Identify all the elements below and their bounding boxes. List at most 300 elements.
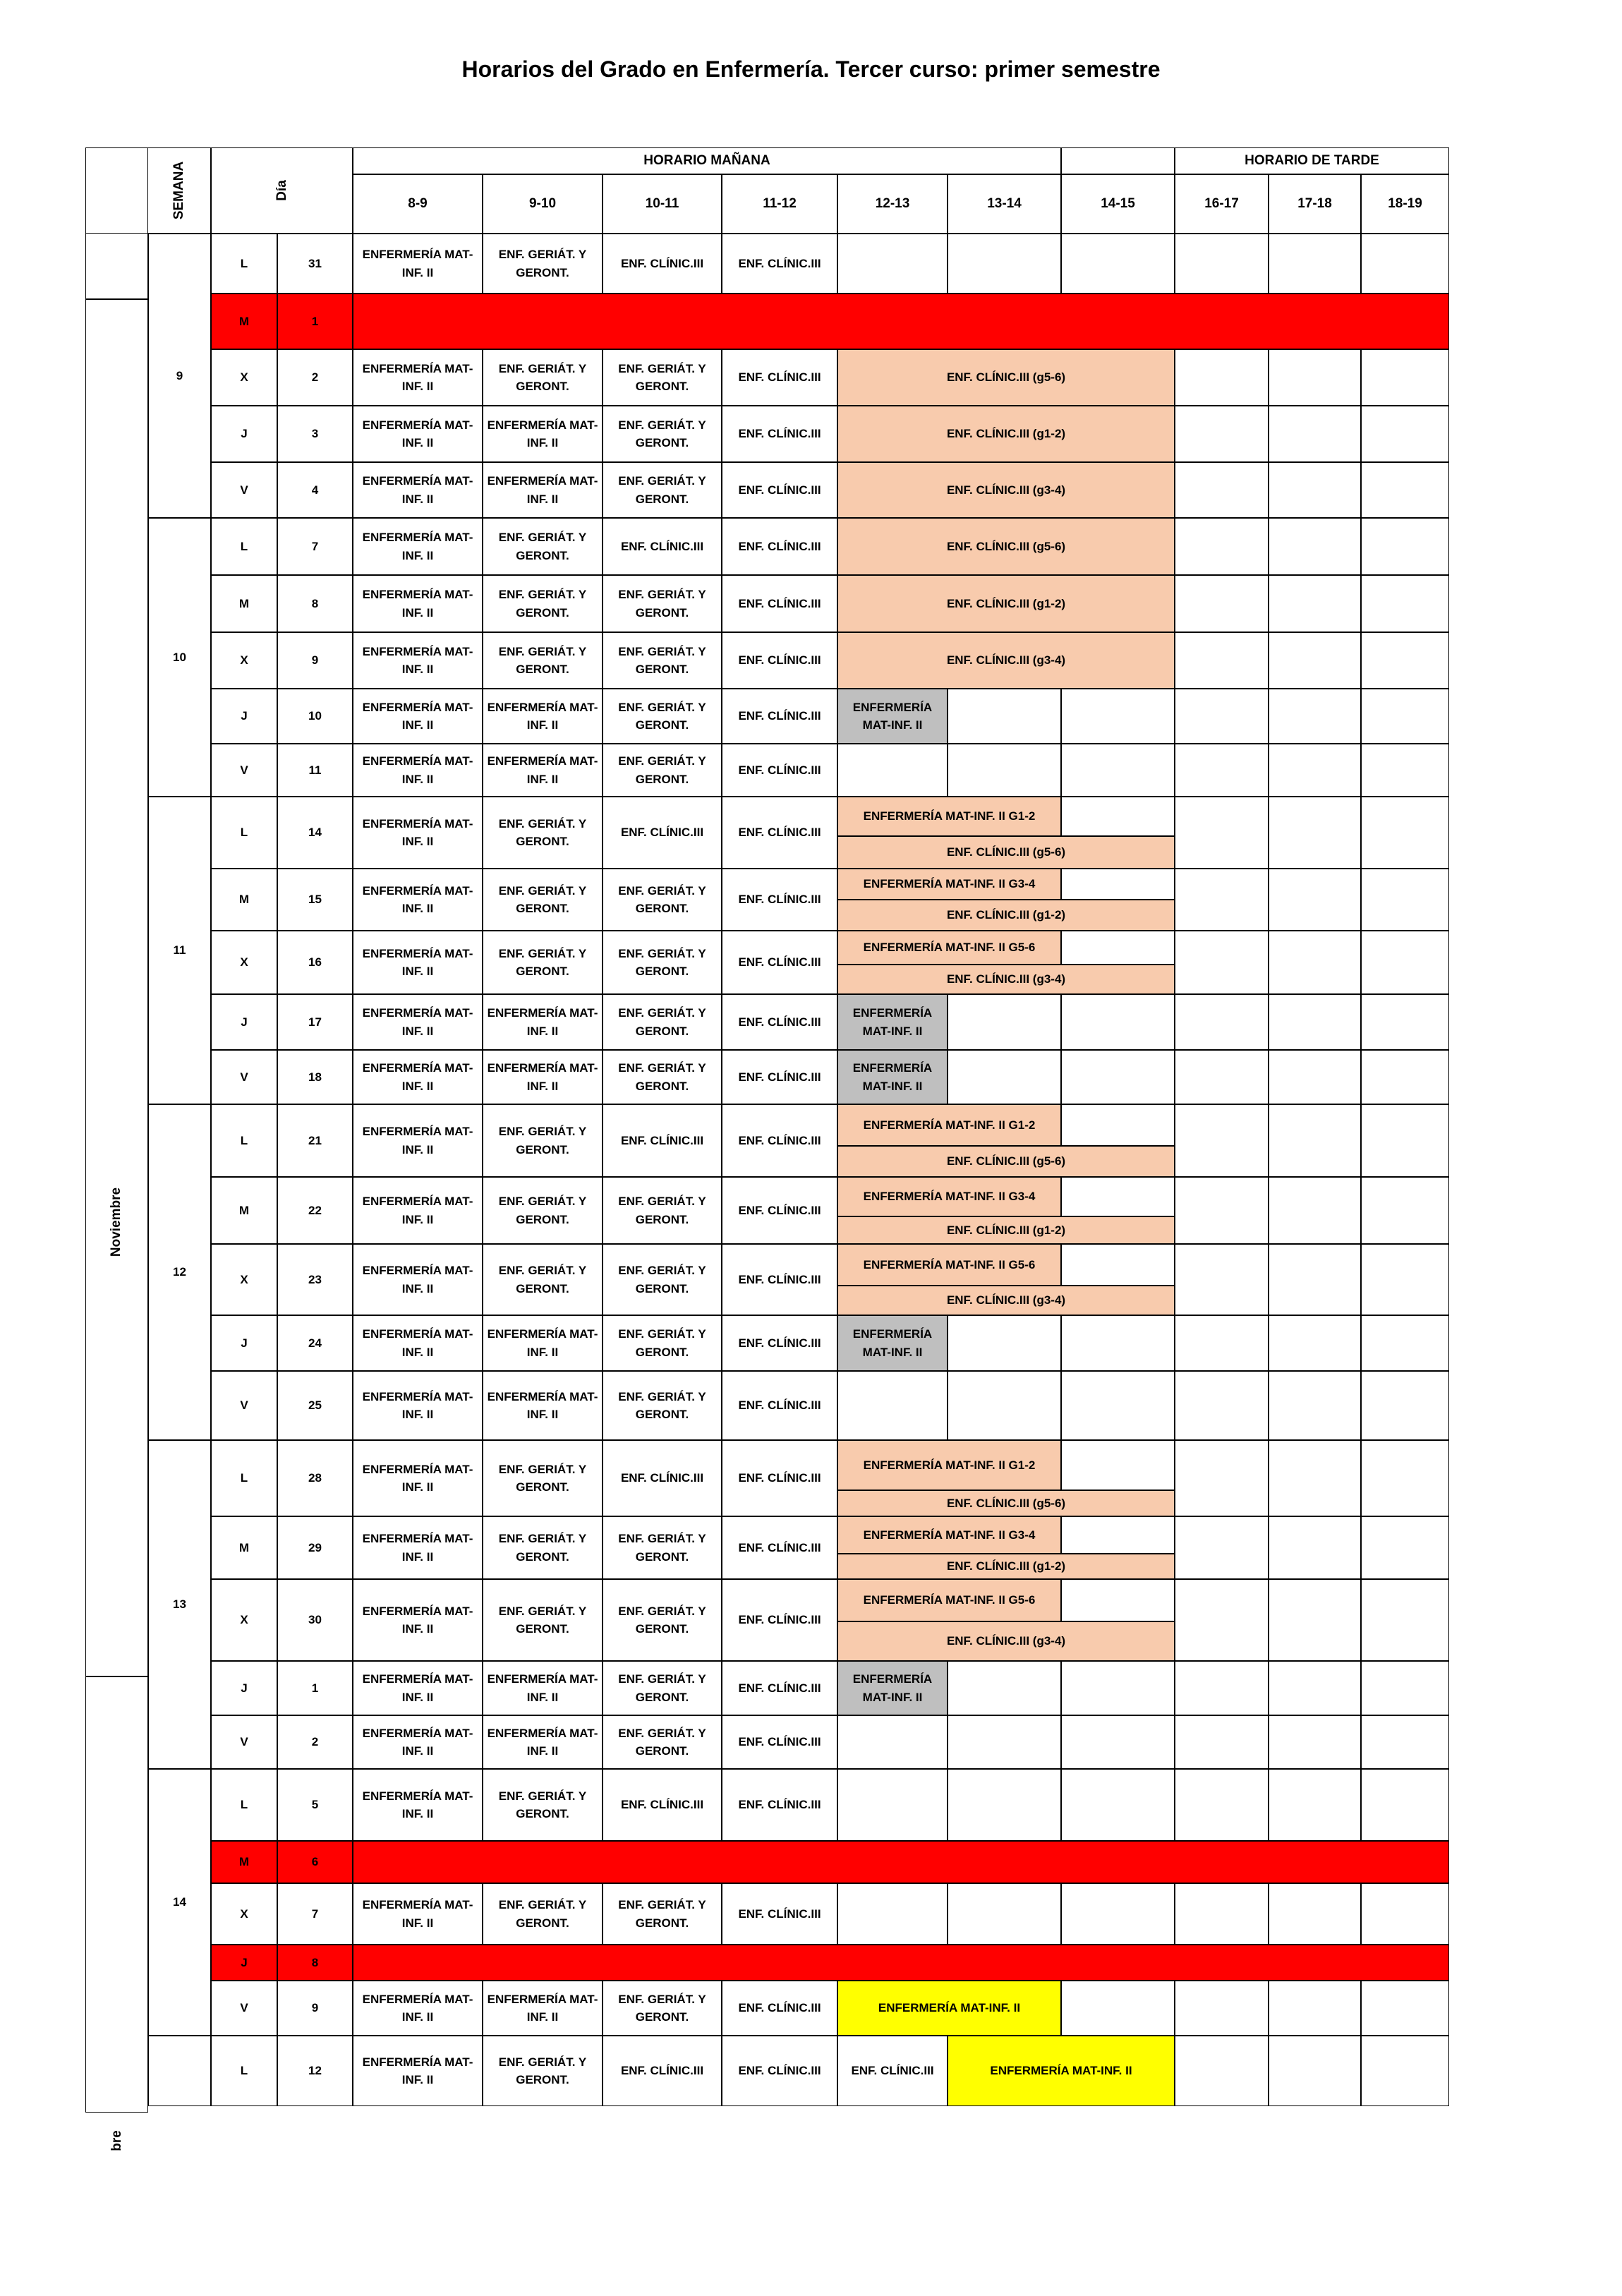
class-cell: ENF. CLÍNIC.III bbox=[722, 1715, 837, 1769]
class-cell bbox=[1061, 689, 1175, 744]
class-cell: ENF. GERIÁT. Y GERONT. bbox=[603, 931, 722, 994]
class-cell: ENFERMERÍA MAT-INF. II bbox=[353, 349, 483, 406]
class-cell: ENF. CLÍNIC.III (g3-4) bbox=[837, 1286, 1175, 1315]
class-cell bbox=[1175, 1177, 1269, 1244]
class-cell: ENFERMERÍA MAT-INF. II bbox=[353, 1050, 483, 1104]
class-cell: ENF. GERIÁT. Y GERONT. bbox=[483, 632, 603, 689]
dia-header: Día bbox=[274, 180, 289, 201]
day-number-cell: 10 bbox=[277, 689, 353, 744]
class-cell: ENF. CLÍNIC.III (g1-2) bbox=[837, 900, 1175, 931]
class-cell bbox=[1175, 1104, 1269, 1177]
class-cell bbox=[1175, 1371, 1269, 1440]
time-slot-header: 8-9 bbox=[353, 174, 483, 234]
class-cell bbox=[1175, 1579, 1269, 1661]
day-number-cell: 16 bbox=[277, 931, 353, 994]
week-number-cell: 13 bbox=[148, 1440, 211, 1769]
class-cell bbox=[1361, 1579, 1449, 1661]
class-cell bbox=[1269, 1371, 1361, 1440]
day-number-cell: 9 bbox=[277, 1981, 353, 2036]
class-cell: ENF. CLÍNIC.III bbox=[603, 1104, 722, 1177]
class-cell bbox=[1175, 744, 1269, 797]
weekday-cell: L bbox=[211, 1104, 277, 1177]
class-cell: ENFERMERÍA MAT-INF. II bbox=[483, 1371, 603, 1440]
header-gap-cell bbox=[1061, 147, 1175, 174]
class-cell bbox=[1361, 518, 1449, 575]
class-cell bbox=[1175, 931, 1269, 994]
class-cell: ENF. GERIÁT. Y GERONT. bbox=[483, 349, 603, 406]
class-cell: ENF. CLÍNIC.III bbox=[603, 234, 722, 294]
class-cell: ENF. GERIÁT. Y GERONT. bbox=[483, 2036, 603, 2106]
day-number-cell: 7 bbox=[277, 518, 353, 575]
class-cell: ENF. CLÍNIC.III bbox=[722, 518, 837, 575]
day-number-cell: 11 bbox=[277, 744, 353, 797]
class-cell bbox=[1175, 406, 1269, 462]
day-number-cell: 17 bbox=[277, 994, 353, 1050]
class-cell bbox=[1175, 1981, 1269, 2036]
class-cell: ENFERMERÍA MAT-INF. II bbox=[353, 1769, 483, 1841]
class-cell bbox=[1269, 1715, 1361, 1769]
class-cell bbox=[1361, 1661, 1449, 1715]
class-cell bbox=[1361, 1050, 1449, 1104]
class-cell bbox=[948, 1661, 1061, 1715]
weekday-cell: V bbox=[211, 1715, 277, 1769]
class-cell bbox=[1269, 1244, 1361, 1315]
weekday-cell: L bbox=[211, 234, 277, 294]
week-number-cell: 9 bbox=[148, 234, 211, 518]
day-number-cell: 15 bbox=[277, 869, 353, 931]
class-cell: ENFERMERÍA MAT-INF. II bbox=[353, 1579, 483, 1661]
class-cell bbox=[1269, 1883, 1361, 1945]
day-number-cell: 5 bbox=[277, 1769, 353, 1841]
class-cell bbox=[1361, 1177, 1449, 1244]
class-cell bbox=[1269, 1516, 1361, 1579]
class-cell: ENF. CLÍNIC.III bbox=[722, 689, 837, 744]
class-cell bbox=[1361, 1315, 1449, 1371]
horario-tarde-header: HORARIO DE TARDE bbox=[1175, 147, 1449, 174]
class-cell: ENFERMERÍA MAT-INF. II bbox=[353, 462, 483, 518]
class-cell bbox=[1061, 869, 1175, 900]
class-cell: ENF. GERIÁT. Y GERONT. bbox=[483, 797, 603, 869]
class-cell: ENF. GERIÁT. Y GERONT. bbox=[483, 869, 603, 931]
class-cell bbox=[948, 1715, 1061, 1769]
month-block-cell bbox=[85, 147, 148, 299]
weekday-cell: X bbox=[211, 632, 277, 689]
class-cell bbox=[1361, 994, 1449, 1050]
class-cell: ENFERMERÍA MAT-INF. II bbox=[353, 1315, 483, 1371]
class-cell: ENFERMERÍA MAT-INF. II G5-6 bbox=[837, 931, 1061, 965]
class-cell bbox=[1061, 1244, 1175, 1286]
class-cell: ENF. CLÍNIC.III bbox=[722, 2036, 837, 2106]
class-cell bbox=[1061, 1315, 1175, 1371]
class-cell: ENF. CLÍNIC.III (g3-4) bbox=[837, 965, 1175, 994]
class-cell bbox=[1269, 1050, 1361, 1104]
week-number-cell bbox=[148, 2036, 211, 2106]
class-cell bbox=[948, 234, 1061, 294]
class-cell: ENF. CLÍNIC.III (g5-6) bbox=[837, 518, 1175, 575]
class-cell bbox=[1269, 518, 1361, 575]
class-cell bbox=[1361, 744, 1449, 797]
class-cell: ENFERMERÍA MAT-INF. II bbox=[837, 1981, 1061, 2036]
class-cell: ENF. CLÍNIC.III bbox=[722, 1177, 837, 1244]
class-cell: ENF. CLÍNIC.III (g1-2) bbox=[837, 1216, 1175, 1244]
class-cell: ENF. GERIÁT. Y GERONT. bbox=[603, 1177, 722, 1244]
class-cell: ENF. CLÍNIC.III bbox=[722, 1516, 837, 1579]
class-cell bbox=[1061, 1050, 1175, 1104]
day-number-cell: 30 bbox=[277, 1579, 353, 1661]
class-cell bbox=[948, 1315, 1061, 1371]
class-cell: ENF. GERIÁT. Y GERONT. bbox=[603, 632, 722, 689]
class-cell bbox=[1269, 994, 1361, 1050]
weekday-cell: V bbox=[211, 1050, 277, 1104]
class-cell: ENFERMERÍA MAT-INF. II bbox=[353, 1516, 483, 1579]
class-cell: ENFERMERÍA MAT-INF. II bbox=[837, 689, 948, 744]
class-cell bbox=[837, 234, 948, 294]
class-cell bbox=[1361, 1981, 1449, 2036]
class-cell: ENFERMERÍA MAT-INF. II G3-4 bbox=[837, 1177, 1061, 1216]
class-cell bbox=[1361, 869, 1449, 931]
class-cell: ENFERMERÍA MAT-INF. II bbox=[353, 931, 483, 994]
weekday-cell: X bbox=[211, 1883, 277, 1945]
weekday-cell: X bbox=[211, 1579, 277, 1661]
class-cell: ENF. GERIÁT. Y GERONT. bbox=[603, 1661, 722, 1715]
class-cell bbox=[1361, 632, 1449, 689]
class-cell: ENFERMERÍA MAT-INF. II bbox=[353, 1371, 483, 1440]
class-cell: ENF. CLÍNIC.III bbox=[722, 1661, 837, 1715]
weekday-cell: L bbox=[211, 518, 277, 575]
class-cell bbox=[948, 994, 1061, 1050]
day-number-cell: 7 bbox=[277, 1883, 353, 1945]
class-cell bbox=[1361, 1883, 1449, 1945]
class-cell: ENF. CLÍNIC.III bbox=[837, 2036, 948, 2106]
class-cell bbox=[837, 1715, 948, 1769]
class-cell: ENF. GERIÁT. Y GERONT. bbox=[603, 1315, 722, 1371]
class-cell: ENF. GERIÁT. Y GERONT. bbox=[603, 1244, 722, 1315]
class-cell: ENF. CLÍNIC.III bbox=[722, 575, 837, 632]
holiday-band bbox=[353, 1841, 1449, 1883]
class-cell bbox=[948, 689, 1061, 744]
class-cell bbox=[1269, 462, 1361, 518]
class-cell bbox=[1061, 1516, 1175, 1554]
class-cell bbox=[1361, 575, 1449, 632]
class-cell bbox=[837, 744, 948, 797]
weekday-cell: X bbox=[211, 349, 277, 406]
day-number-cell: 29 bbox=[277, 1516, 353, 1579]
holiday-band bbox=[353, 294, 1449, 349]
class-cell bbox=[1269, 2036, 1361, 2106]
class-cell: ENF. CLÍNIC.III (g3-4) bbox=[837, 632, 1175, 689]
day-number-cell: 18 bbox=[277, 1050, 353, 1104]
class-cell bbox=[1269, 1579, 1361, 1661]
class-cell: ENF. CLÍNIC.III bbox=[722, 1371, 837, 1440]
class-cell: ENFERMERÍA MAT-INF. II bbox=[948, 2036, 1175, 2106]
weekday-cell: M bbox=[211, 575, 277, 632]
class-cell: ENF. CLÍNIC.III (g5-6) bbox=[837, 1490, 1175, 1516]
class-cell: ENF. GERIÁT. Y GERONT. bbox=[603, 406, 722, 462]
week-number-cell: 10 bbox=[148, 518, 211, 797]
weekday-cell: M bbox=[211, 294, 277, 349]
class-cell: ENFERMERÍA MAT-INF. II G3-4 bbox=[837, 1516, 1061, 1554]
day-number-cell: 14 bbox=[277, 797, 353, 869]
class-cell: ENFERMERÍA MAT-INF. II G5-6 bbox=[837, 1244, 1061, 1286]
class-cell bbox=[1061, 1371, 1175, 1440]
class-cell bbox=[1061, 1981, 1175, 2036]
day-number-cell: 6 bbox=[277, 1841, 353, 1883]
class-cell: ENF. CLÍNIC.III (g3-4) bbox=[837, 462, 1175, 518]
day-number-cell: 4 bbox=[277, 462, 353, 518]
class-cell bbox=[1269, 1177, 1361, 1244]
weekday-cell: J bbox=[211, 994, 277, 1050]
class-cell: ENFERMERÍA MAT-INF. II bbox=[353, 689, 483, 744]
class-cell: ENF. GERIÁT. Y GERONT. bbox=[483, 234, 603, 294]
class-cell: ENFERMERÍA MAT-INF. II bbox=[353, 869, 483, 931]
day-number-cell: 31 bbox=[277, 234, 353, 294]
class-cell: ENFERMERÍA MAT-INF. II G3-4 bbox=[837, 869, 1061, 900]
time-slot-header: 18-19 bbox=[1361, 174, 1449, 234]
class-cell: ENF. CLÍNIC.III bbox=[722, 931, 837, 994]
month-label-noviembre: Noviembre bbox=[109, 1187, 124, 1257]
class-cell: ENF. GERIÁT. Y GERONT. bbox=[603, 1579, 722, 1661]
class-cell bbox=[948, 1769, 1061, 1841]
class-cell bbox=[1061, 931, 1175, 965]
class-cell bbox=[1175, 1244, 1269, 1315]
class-cell bbox=[1175, 1661, 1269, 1715]
class-cell: ENF. GERIÁT. Y GERONT. bbox=[483, 575, 603, 632]
page-title: Horarios del Grado en Enfermería. Tercer curso: primer semestre bbox=[461, 56, 1161, 82]
class-cell: ENF. GERIÁT. Y GERONT. bbox=[603, 1050, 722, 1104]
class-cell: ENFERMERÍA MAT-INF. II bbox=[353, 1104, 483, 1177]
class-cell bbox=[1361, 797, 1449, 869]
class-cell: ENFERMERÍA MAT-INF. II bbox=[353, 1440, 483, 1516]
class-cell: ENFERMERÍA MAT-INF. II bbox=[483, 744, 603, 797]
class-cell: ENF. CLÍNIC.III bbox=[722, 349, 837, 406]
day-number-cell: 28 bbox=[277, 1440, 353, 1516]
class-cell: ENF. CLÍNIC.III bbox=[603, 1769, 722, 1841]
class-cell bbox=[1061, 1104, 1175, 1146]
class-cell: ENFERMERÍA MAT-INF. II bbox=[353, 744, 483, 797]
class-cell: ENFERMERÍA MAT-INF. II G1-2 bbox=[837, 1104, 1061, 1146]
class-cell: ENFERMERÍA MAT-INF. II bbox=[353, 1661, 483, 1715]
class-cell: ENFERMERÍA MAT-INF. II bbox=[483, 1315, 603, 1371]
class-cell bbox=[1269, 744, 1361, 797]
class-cell: ENFERMERÍA MAT-INF. II bbox=[353, 518, 483, 575]
class-cell: ENF. GERIÁT. Y GERONT. bbox=[603, 462, 722, 518]
class-cell: ENF. CLÍNIC.III bbox=[722, 234, 837, 294]
class-cell bbox=[1269, 575, 1361, 632]
weekday-cell: M bbox=[211, 1516, 277, 1579]
class-cell: ENF. GERIÁT. Y GERONT. bbox=[603, 1981, 722, 2036]
class-cell bbox=[1175, 349, 1269, 406]
class-cell bbox=[1361, 931, 1449, 994]
class-cell bbox=[1361, 1371, 1449, 1440]
class-cell bbox=[1175, 869, 1269, 931]
class-cell: ENFERMERÍA MAT-INF. II bbox=[353, 406, 483, 462]
class-cell bbox=[1061, 1769, 1175, 1841]
class-cell: ENF. CLÍNIC.III bbox=[722, 1315, 837, 1371]
class-cell: ENF. GERIÁT. Y GERONT. bbox=[603, 744, 722, 797]
class-cell: ENF. CLÍNIC.III bbox=[722, 1440, 837, 1516]
class-cell: ENF. GERIÁT. Y GERONT. bbox=[483, 518, 603, 575]
class-cell bbox=[1361, 462, 1449, 518]
day-number-cell: 1 bbox=[277, 1661, 353, 1715]
class-cell: ENFERMERÍA MAT-INF. II bbox=[483, 1715, 603, 1769]
class-cell bbox=[1175, 234, 1269, 294]
time-slot-header: 17-18 bbox=[1269, 174, 1361, 234]
class-cell: ENF. CLÍNIC.III bbox=[722, 744, 837, 797]
class-cell bbox=[837, 1769, 948, 1841]
class-cell: ENFERMERÍA MAT-INF. II bbox=[483, 689, 603, 744]
day-number-cell: 8 bbox=[277, 575, 353, 632]
class-cell bbox=[1061, 1715, 1175, 1769]
class-cell bbox=[1175, 575, 1269, 632]
class-cell: ENF. CLÍNIC.III (g3-4) bbox=[837, 1621, 1175, 1661]
class-cell bbox=[1061, 797, 1175, 836]
class-cell bbox=[948, 1883, 1061, 1945]
class-cell bbox=[1061, 234, 1175, 294]
class-cell bbox=[948, 744, 1061, 797]
class-cell bbox=[1269, 234, 1361, 294]
weekday-cell: V bbox=[211, 744, 277, 797]
class-cell bbox=[837, 1371, 948, 1440]
week-number-cell: 12 bbox=[148, 1104, 211, 1440]
day-number-cell: 23 bbox=[277, 1244, 353, 1315]
class-cell bbox=[1175, 1516, 1269, 1579]
class-cell bbox=[1269, 1661, 1361, 1715]
weekday-cell: L bbox=[211, 797, 277, 869]
class-cell bbox=[1269, 1315, 1361, 1371]
class-cell: ENF. GERIÁT. Y GERONT. bbox=[603, 869, 722, 931]
class-cell bbox=[1175, 462, 1269, 518]
class-cell: ENF. GERIÁT. Y GERONT. bbox=[483, 1177, 603, 1244]
holiday-band bbox=[353, 1945, 1449, 1981]
class-cell bbox=[1061, 1440, 1175, 1490]
class-cell bbox=[1061, 1177, 1175, 1216]
class-cell: ENF. CLÍNIC.III (g5-6) bbox=[837, 836, 1175, 869]
class-cell: ENFERMERÍA MAT-INF. II bbox=[353, 1244, 483, 1315]
time-slot-header: 14-15 bbox=[1061, 174, 1175, 234]
class-cell: ENFERMERÍA MAT-INF. II bbox=[483, 994, 603, 1050]
class-cell bbox=[1061, 1579, 1175, 1621]
class-cell bbox=[948, 1371, 1061, 1440]
weekday-cell: L bbox=[211, 1769, 277, 1841]
class-cell: ENFERMERÍA MAT-INF. II bbox=[837, 1315, 948, 1371]
weekday-cell: J bbox=[211, 406, 277, 462]
class-cell: ENFERMERÍA MAT-INF. II bbox=[353, 632, 483, 689]
class-cell: ENF. CLÍNIC.III bbox=[722, 1883, 837, 1945]
class-cell bbox=[1269, 797, 1361, 869]
class-cell bbox=[1269, 1104, 1361, 1177]
class-cell bbox=[1061, 1661, 1175, 1715]
class-cell: ENF. GERIÁT. Y GERONT. bbox=[483, 1883, 603, 1945]
class-cell: ENF. CLÍNIC.III bbox=[722, 869, 837, 931]
time-slot-header: 11-12 bbox=[722, 174, 837, 234]
weekday-cell: J bbox=[211, 1315, 277, 1371]
class-cell bbox=[1175, 632, 1269, 689]
class-cell: ENF. GERIÁT. Y GERONT. bbox=[483, 1579, 603, 1661]
class-cell bbox=[1175, 797, 1269, 869]
class-cell bbox=[1361, 349, 1449, 406]
weekday-cell: M bbox=[211, 1841, 277, 1883]
day-number-cell: 24 bbox=[277, 1315, 353, 1371]
class-cell: ENF. CLÍNIC.III bbox=[722, 1050, 837, 1104]
class-cell: ENFERMERÍA MAT-INF. II bbox=[353, 1883, 483, 1945]
class-cell bbox=[1361, 234, 1449, 294]
class-cell: ENFERMERÍA MAT-INF. II bbox=[353, 1715, 483, 1769]
class-cell: ENFERMERÍA MAT-INF. II bbox=[353, 1981, 483, 2036]
weekday-cell: L bbox=[211, 1440, 277, 1516]
class-cell bbox=[1175, 1769, 1269, 1841]
class-cell: ENFERMERÍA MAT-INF. II bbox=[353, 994, 483, 1050]
class-cell: ENFERMERÍA MAT-INF. II bbox=[483, 1661, 603, 1715]
class-cell bbox=[1361, 689, 1449, 744]
time-slot-header: 12-13 bbox=[837, 174, 948, 234]
class-cell bbox=[1175, 1715, 1269, 1769]
day-number-cell: 2 bbox=[277, 1715, 353, 1769]
class-cell bbox=[1175, 1050, 1269, 1104]
class-cell: ENF. CLÍNIC.III bbox=[722, 1579, 837, 1661]
class-cell bbox=[1175, 1883, 1269, 1945]
class-cell bbox=[1269, 1981, 1361, 2036]
class-cell bbox=[1269, 931, 1361, 994]
class-cell bbox=[948, 1050, 1061, 1104]
day-number-cell: 21 bbox=[277, 1104, 353, 1177]
class-cell: ENFERMERÍA MAT-INF. II bbox=[483, 462, 603, 518]
class-cell: ENF. GERIÁT. Y GERONT. bbox=[483, 931, 603, 994]
day-number-cell: 1 bbox=[277, 294, 353, 349]
class-cell: ENF. CLÍNIC.III bbox=[722, 1769, 837, 1841]
class-cell bbox=[1361, 1440, 1449, 1516]
class-cell: ENF. CLÍNIC.III bbox=[722, 1981, 837, 2036]
weekday-cell: M bbox=[211, 869, 277, 931]
week-number-cell: 11 bbox=[148, 797, 211, 1104]
class-cell: ENF. CLÍNIC.III bbox=[722, 462, 837, 518]
class-cell: ENF. GERIÁT. Y GERONT. bbox=[483, 1769, 603, 1841]
class-cell: ENF. CLÍNIC.III bbox=[722, 1244, 837, 1315]
day-number-cell: 3 bbox=[277, 406, 353, 462]
class-cell: ENF. GERIÁT. Y GERONT. bbox=[603, 1516, 722, 1579]
class-cell: ENF. GERIÁT. Y GERONT. bbox=[603, 689, 722, 744]
class-cell bbox=[1175, 1440, 1269, 1516]
class-cell: ENFERMERÍA MAT-INF. II G5-6 bbox=[837, 1579, 1061, 1621]
class-cell: ENFERMERÍA MAT-INF. II bbox=[837, 1050, 948, 1104]
class-cell: ENF. CLÍNIC.III bbox=[722, 994, 837, 1050]
class-cell bbox=[1269, 689, 1361, 744]
weekday-cell: V bbox=[211, 1981, 277, 2036]
class-cell: ENFERMERÍA MAT-INF. II bbox=[353, 2036, 483, 2106]
class-cell bbox=[1269, 869, 1361, 931]
class-cell bbox=[1361, 406, 1449, 462]
weekday-cell: L bbox=[211, 2036, 277, 2106]
class-cell bbox=[1361, 1769, 1449, 1841]
time-slot-header: 10-11 bbox=[603, 174, 722, 234]
time-slot-header: 16-17 bbox=[1175, 174, 1269, 234]
class-cell: ENF. CLÍNIC.III bbox=[603, 797, 722, 869]
class-cell: ENF. GERIÁT. Y GERONT. bbox=[603, 575, 722, 632]
class-cell: ENFERMERÍA MAT-INF. II G1-2 bbox=[837, 797, 1061, 836]
class-cell: ENF. GERIÁT. Y GERONT. bbox=[603, 1883, 722, 1945]
weekday-cell: V bbox=[211, 1371, 277, 1440]
month-label-diciembre: bre bbox=[109, 2130, 124, 2151]
weekday-cell: J bbox=[211, 1661, 277, 1715]
horario-manana-header: HORARIO MAÑANA bbox=[353, 147, 1061, 174]
weekday-cell: M bbox=[211, 1177, 277, 1244]
class-cell: ENFERMERÍA MAT-INF. II bbox=[353, 797, 483, 869]
class-cell bbox=[1361, 1516, 1449, 1579]
day-number-cell: 9 bbox=[277, 632, 353, 689]
class-cell: ENF. GERIÁT. Y GERONT. bbox=[603, 1715, 722, 1769]
class-cell bbox=[1175, 994, 1269, 1050]
class-cell: ENF. CLÍNIC.III bbox=[722, 632, 837, 689]
class-cell bbox=[1269, 349, 1361, 406]
